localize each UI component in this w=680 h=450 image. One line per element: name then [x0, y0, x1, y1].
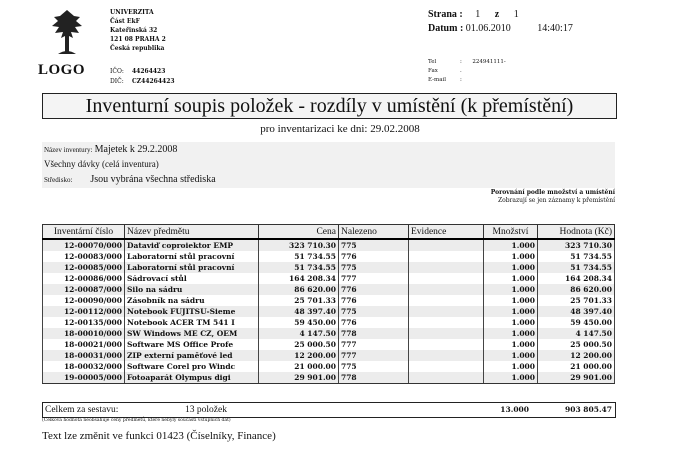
column-header: Evidence	[409, 225, 484, 240]
table-cell: 1.000	[484, 273, 538, 284]
table-cell: Fotoaparát Olympus digi	[125, 372, 259, 384]
fax-sep: .	[460, 68, 462, 74]
total-row	[42, 402, 616, 418]
center-value: Jsou vybrána všechna střediska	[90, 174, 216, 185]
table-cell	[409, 251, 484, 262]
table-cell: 12-00112/000	[43, 306, 125, 317]
date-label: Datum :	[428, 23, 464, 34]
total-count: 13 položek	[185, 405, 227, 415]
table-cell	[409, 372, 484, 384]
table-cell: Laboratorní stůl pracovní	[125, 251, 259, 262]
contact-info	[428, 58, 506, 85]
column-header: Cena	[259, 225, 339, 240]
table-cell: 1.000	[484, 239, 538, 251]
table-row	[43, 306, 615, 317]
table-cell: 778	[339, 328, 409, 339]
comparison-line1: Porovnání podle množství a umístění	[490, 189, 615, 196]
inventory-value: Majetek k 29.2.2008	[94, 144, 178, 155]
table-row	[43, 361, 615, 372]
table-cell: 1.000	[484, 361, 538, 372]
table-row	[43, 284, 615, 295]
table-cell: 1.000	[484, 350, 538, 361]
table-header-row	[43, 225, 615, 240]
table-cell: 12-00135/000	[43, 317, 125, 328]
page-info	[428, 8, 573, 36]
dic-label: DIČ:	[110, 78, 124, 85]
table-cell: 1.000	[484, 328, 538, 339]
table-cell: 164 208.34	[259, 273, 339, 284]
table-cell: 25 000.50	[259, 339, 339, 350]
table-cell	[409, 339, 484, 350]
total-label: Celkem za sestavu:	[45, 405, 119, 415]
table-cell	[409, 328, 484, 339]
table-row	[43, 339, 615, 350]
organization-ids	[110, 67, 175, 87]
table-cell: SW Windows ME CZ, OEM	[125, 328, 259, 339]
column-header: Název předmětu	[125, 225, 259, 240]
table-cell: 12-00070/000	[43, 239, 125, 251]
table-cell: 778	[339, 372, 409, 384]
table-cell: 12 200.00	[259, 350, 339, 361]
table-cell: 4 147.50	[259, 328, 339, 339]
table-cell: 48 397.40	[259, 306, 339, 317]
tel-label: Tel	[428, 59, 437, 65]
ico-label: IČO:	[110, 68, 124, 75]
table-cell: 1.000	[484, 251, 538, 262]
email-label: E-mail	[428, 77, 446, 83]
logo-tree-icon	[50, 8, 84, 58]
ico-value: 44264423	[132, 68, 166, 75]
report-title: Inventurní soupis položek - rozdíly v umístění (k přemístění)	[42, 93, 617, 119]
table-cell: Software Corel pro Windc	[125, 361, 259, 372]
table-cell	[409, 295, 484, 306]
table-cell: Notebook ACER TM 541 I	[125, 317, 259, 328]
table-cell: 777	[339, 339, 409, 350]
table-cell: 775	[339, 306, 409, 317]
table-cell: 86 620.00	[538, 284, 615, 295]
table-cell	[409, 284, 484, 295]
page-label: Strana :	[428, 9, 463, 20]
table-cell: Laboratorní stůl pracovní	[125, 262, 259, 273]
table-cell: 1.000	[484, 284, 538, 295]
table-cell: Software MS Office Profe	[125, 339, 259, 350]
table-cell: 51 734.55	[538, 262, 615, 273]
table-cell: 86 620.00	[259, 284, 339, 295]
table-cell: 777	[339, 273, 409, 284]
column-header: Hodnota (Kč)	[538, 225, 615, 240]
table-row	[43, 273, 615, 284]
table-cell: 59 450.00	[538, 317, 615, 328]
comparison-line2: Zobrazují se jen záznamy k přemístění	[497, 197, 615, 204]
table-cell: 1.000	[484, 339, 538, 350]
table-row	[43, 295, 615, 306]
table-row	[43, 317, 615, 328]
table-cell: 25 701.33	[259, 295, 339, 306]
table-cell: 776	[339, 251, 409, 262]
total-value: 903 805.47	[565, 405, 612, 414]
table-row	[43, 350, 615, 361]
table-row	[43, 239, 615, 251]
table-row	[43, 328, 615, 339]
table-cell: Dataviď coproiektor EMP	[125, 239, 259, 251]
table-cell: 21 000.00	[538, 361, 615, 372]
org-line: Kateřinská 32	[110, 27, 158, 34]
table-cell	[409, 239, 484, 251]
table-cell: 777	[339, 350, 409, 361]
table-cell: 19-00005/000	[43, 372, 125, 384]
table-cell	[409, 306, 484, 317]
inventory-info	[42, 142, 615, 188]
table-cell: 18-00010/000	[43, 328, 125, 339]
inventory-table	[42, 224, 615, 384]
table-cell: 164 208.34	[538, 273, 615, 284]
table-row	[43, 262, 615, 273]
table-cell: 18-00032/000	[43, 361, 125, 372]
table-cell	[409, 317, 484, 328]
tel-sep: :	[460, 59, 462, 65]
total-quantity: 13.000	[500, 405, 529, 414]
inventory-label: Název inventury:	[44, 146, 93, 154]
table-cell: 775	[339, 262, 409, 273]
table-cell: 776	[339, 295, 409, 306]
center-label: Středisko:	[44, 176, 73, 184]
table-cell: ZIP externí paměťové led	[125, 350, 259, 361]
org-line: Část EkF	[110, 18, 140, 25]
table-cell: 775	[339, 239, 409, 251]
table-cell: 12 200.00	[538, 350, 615, 361]
table-cell: 775	[339, 361, 409, 372]
org-line: UNIVERZITA	[110, 9, 154, 16]
time-value: 14:40:17	[537, 23, 573, 34]
org-line: 121 08 PRAHA 2	[110, 36, 166, 43]
table-cell	[409, 262, 484, 273]
logo-text: LOGO	[38, 62, 86, 78]
table-cell: Zásobník na sádru	[125, 295, 259, 306]
table-row	[43, 251, 615, 262]
table-cell: 12-00090/000	[43, 295, 125, 306]
email-sep: :	[460, 77, 462, 83]
table-cell: 1.000	[484, 262, 538, 273]
table-cell: 29 901.00	[538, 372, 615, 384]
table-cell: 323 710.30	[259, 239, 339, 251]
fax-label: Fax	[428, 68, 438, 74]
batches-text: Všechny dávky (celá inventura)	[44, 159, 159, 169]
dic-value: CZ44264423	[132, 78, 175, 85]
footer-text: Text lze změnit ve funkci 01423 (Číselníky, Finance)	[42, 430, 276, 442]
page-total: 1	[513, 9, 519, 20]
table-cell	[409, 273, 484, 284]
table-cell: 25 701.33	[538, 295, 615, 306]
organization-address	[110, 8, 166, 53]
table-cell: 18-00031/000	[43, 350, 125, 361]
page-number: 1	[475, 9, 481, 20]
table-cell: 1.000	[484, 295, 538, 306]
report-subtitle: pro inventarizaci ke dni: 29.02.2008	[260, 123, 420, 135]
table-row	[43, 372, 615, 384]
table-cell: 323 710.30	[538, 239, 615, 251]
table-cell: 18-00021/000	[43, 339, 125, 350]
table-cell: 25 000.50	[538, 339, 615, 350]
table-cell: 4 147.50	[538, 328, 615, 339]
table-cell: Notebook FUJITSU-Sieme	[125, 306, 259, 317]
table-cell: 12-00086/000	[43, 273, 125, 284]
total-note: (Celková hodnota neobsahuje ceny předmětů, které nebyly součástí vstupních dat)	[42, 418, 231, 423]
comparison-note	[491, 189, 615, 205]
table-cell: 776	[339, 317, 409, 328]
table-cell: Sádrovací stůl	[125, 273, 259, 284]
table-cell: 51 734.55	[538, 251, 615, 262]
table-cell: 1.000	[484, 306, 538, 317]
org-line: Česká republika	[110, 45, 165, 52]
tel-value: 224941111-	[472, 59, 506, 65]
table-cell	[409, 361, 484, 372]
table-cell	[409, 350, 484, 361]
table-cell: Silo na sádru	[125, 284, 259, 295]
table-cell: 12-00083/000	[43, 251, 125, 262]
date-value: 01.06.2010	[465, 23, 511, 34]
column-header: Nalezeno	[339, 225, 409, 240]
column-header: Inventární číslo	[43, 225, 125, 240]
table-cell: 21 000.00	[259, 361, 339, 372]
table-cell: 59 450.00	[259, 317, 339, 328]
table-cell: 29 901.00	[259, 372, 339, 384]
table-cell: 12-00085/000	[43, 262, 125, 273]
table-cell: 12-00087/000	[43, 284, 125, 295]
table-cell: 51 734.55	[259, 251, 339, 262]
table-cell: 1.000	[484, 317, 538, 328]
table-cell: 1.000	[484, 372, 538, 384]
table-cell: 51 734.55	[259, 262, 339, 273]
table-cell: 776	[339, 284, 409, 295]
page-separator: z	[494, 9, 500, 20]
column-header: Množství	[484, 225, 538, 240]
table-cell: 48 397.40	[538, 306, 615, 317]
